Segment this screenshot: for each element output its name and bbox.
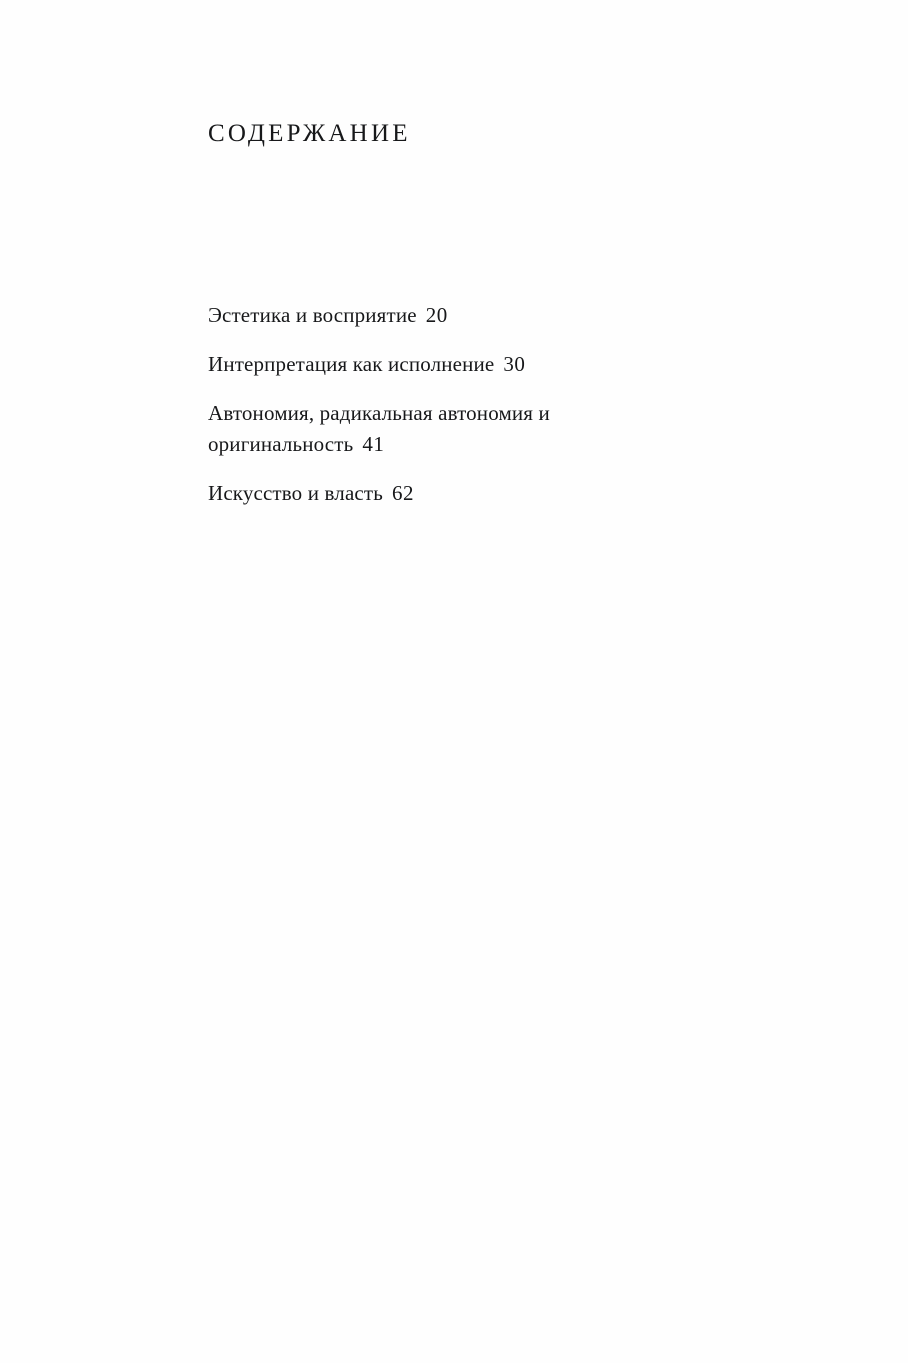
- table-of-contents-list: [208, 300, 678, 527]
- toc-entry-title: Эстетика и восприятие: [208, 303, 417, 327]
- list-item[interactable]: [208, 478, 678, 509]
- toc-entry-title: Автономия, радикальная автономия и оригинальность: [208, 401, 550, 456]
- toc-entry-title: Интерпретация как исполнение: [208, 352, 495, 376]
- list-item[interactable]: [208, 300, 678, 331]
- toc-entry-title: Искусство и власть: [208, 481, 383, 505]
- toc-entry-page: 30: [503, 352, 526, 376]
- toc-entry-page: 62: [391, 481, 415, 505]
- list-item[interactable]: [208, 349, 678, 380]
- toc-entry-page: 20: [425, 303, 448, 327]
- list-item[interactable]: [208, 398, 678, 460]
- toc-entry-page: 41: [362, 432, 385, 456]
- page-title: СОДЕРЖАНИЕ: [208, 120, 411, 147]
